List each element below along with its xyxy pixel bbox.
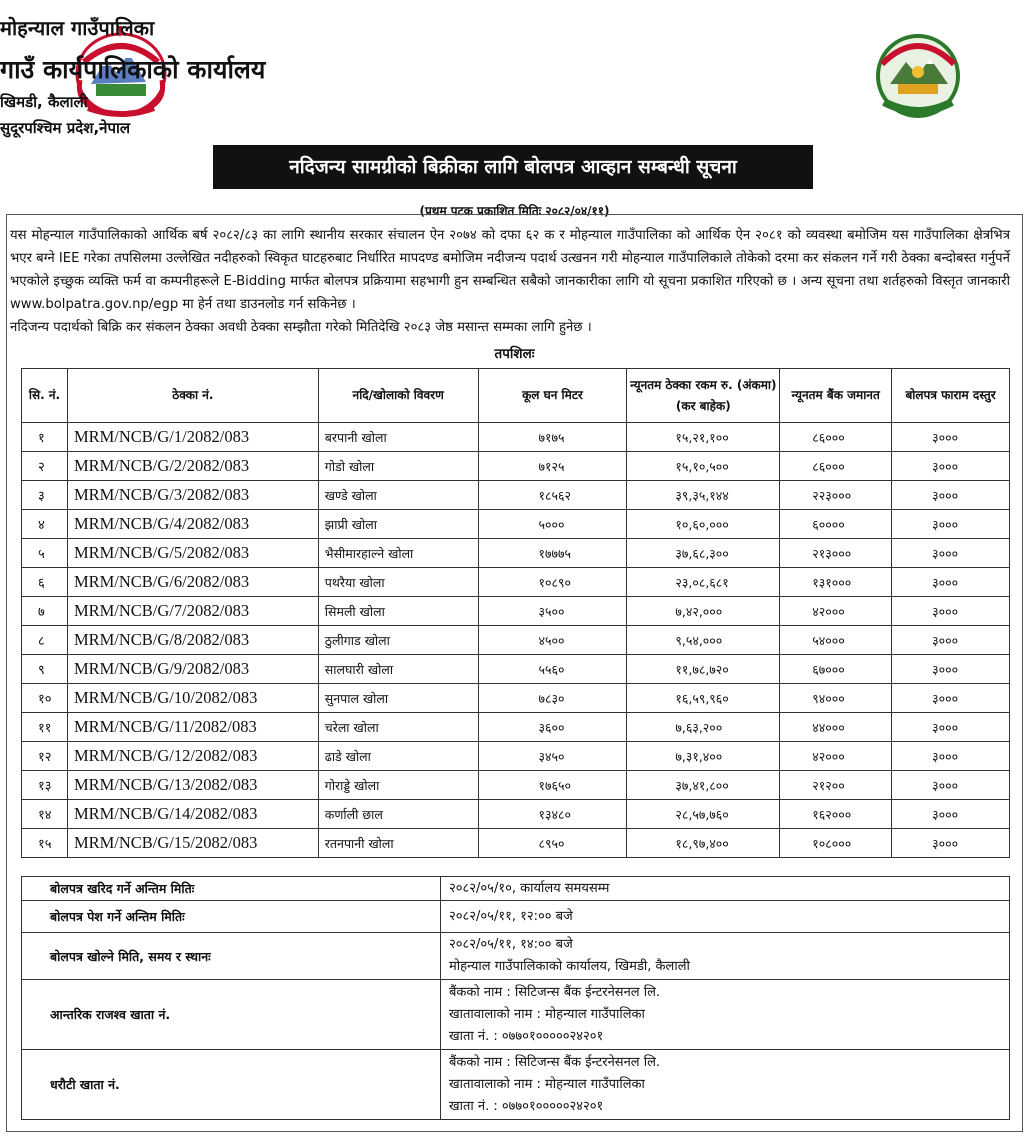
row-sn: ११ — [22, 713, 68, 742]
row-bank: ४२००० — [780, 742, 892, 771]
row-bank: ६७००० — [780, 655, 892, 684]
row-river: सालघारी खोला — [318, 655, 478, 684]
row-fee: ३००० — [892, 655, 1010, 684]
revenue-account: खाता नं. : ०७७०१०००००२४२०१ — [449, 1028, 604, 1044]
row-fee: ३००० — [892, 423, 1010, 452]
row-code: MRM/NCB/G/3/2082/083 — [67, 481, 318, 510]
row-fee: ३००० — [892, 829, 1010, 858]
row-amount: १८,९७,४०० — [627, 829, 780, 858]
row-volume: ५५६० — [478, 655, 627, 684]
row-sn: १ — [22, 423, 68, 452]
row-amount: ३९,३५,१४४ — [627, 481, 780, 510]
deposit-holder: खातावालाको नाम : मोहन्याल गाउँपालिका — [449, 1076, 645, 1092]
row-code: MRM/NCB/G/5/2082/083 — [67, 539, 318, 568]
open-place: मोहन्याल गाउँपालिकाको कार्यालय, खिमडी, कैलाली — [449, 959, 690, 974]
row-river: सुनपाल खोला — [318, 684, 478, 713]
row-bank: ५४००० — [780, 626, 892, 655]
row-river: सिमली खोला — [318, 597, 478, 626]
info-row — [22, 877, 1010, 901]
row-code: MRM/NCB/G/10/2082/083 — [67, 684, 318, 713]
row-bank: २१२०० — [780, 771, 892, 800]
revenue-label: आन्तरिक राजश्व खाता नं. — [22, 980, 441, 1050]
table-row — [22, 423, 1010, 452]
row-sn: ३ — [22, 481, 68, 510]
table-row — [22, 713, 1010, 742]
row-bank: १६२००० — [780, 800, 892, 829]
row-volume: ५००० — [478, 510, 627, 539]
row-volume: १८५६२ — [478, 481, 627, 510]
municipality-name: मोहन्याल गाउँपालिका — [0, 16, 155, 40]
published-date: (प्रथम पटक प्रकाशित मितिः २०८२/०४/११) — [419, 204, 610, 218]
table-row — [22, 481, 1010, 510]
row-amount: ३७,४१,८०० — [627, 771, 780, 800]
open-label: बोलपत्र खोल्ने मिति, समय र स्थानः — [22, 933, 441, 980]
table-row — [22, 829, 1010, 858]
row-bank: २१३००० — [780, 539, 892, 568]
row-fee: ३००० — [892, 568, 1010, 597]
row-amount: ३७,६८,३०० — [627, 539, 780, 568]
row-bank: ८६००० — [780, 423, 892, 452]
row-code: MRM/NCB/G/12/2082/083 — [67, 742, 318, 771]
row-river: ठुलीगाड खोला — [318, 626, 478, 655]
notice-title: नदिजन्य सामग्रीको बिक्रीका लागि बोलपत्र आव्हान सम्बन्धी सूचना — [213, 145, 813, 189]
province-name: सुदूरपश्चिम प्रदेश,नेपाल — [0, 119, 131, 137]
row-code: MRM/NCB/G/11/2082/083 — [67, 713, 318, 742]
col-sn: सि. नं. — [22, 369, 68, 423]
row-volume: ७८३० — [478, 684, 627, 713]
row-bank: २२३००० — [780, 481, 892, 510]
submit-value: २०८२/०५/११, १२:०० बजे — [441, 901, 1010, 933]
row-code: MRM/NCB/G/6/2082/083 — [67, 568, 318, 597]
row-sn: १४ — [22, 800, 68, 829]
row-fee: ३००० — [892, 481, 1010, 510]
deposit-label: धरौटी खाता नं. — [22, 1050, 441, 1120]
row-code: MRM/NCB/G/4/2082/083 — [67, 510, 318, 539]
row-amount: ७,३१,४०० — [627, 742, 780, 771]
row-river: रतनपानी खोला — [318, 829, 478, 858]
row-river: गोडो खोला — [318, 452, 478, 481]
row-code: MRM/NCB/G/7/2082/083 — [67, 597, 318, 626]
submit-label: बोलपत्र पेश गर्ने अन्तिम मितिः — [22, 901, 441, 933]
col-river: नदि/खोलाको विवरण — [318, 369, 478, 423]
row-river: चरेला खोला — [318, 713, 478, 742]
office-location: खिमडी, कैलाली — [0, 93, 88, 111]
row-amount: १५,१०,५०० — [627, 452, 780, 481]
deposit-bank: बैंकको नाम : सिटिजन्स बैंक ईन्टरनेसनल लि. — [449, 1054, 661, 1070]
row-volume: ८९५० — [478, 829, 627, 858]
row-river: गोराड्डे खोला — [318, 771, 478, 800]
table-row — [22, 539, 1010, 568]
row-sn: १३ — [22, 771, 68, 800]
row-river: खण्डे खोला — [318, 481, 478, 510]
row-amount: १५,२१,१०० — [627, 423, 780, 452]
table-row — [22, 800, 1010, 829]
table-row — [22, 626, 1010, 655]
row-amount: ७,६३,२०० — [627, 713, 780, 742]
row-code: MRM/NCB/G/14/2082/083 — [67, 800, 318, 829]
col-fee: बोलपत्र फाराम दस्तुर — [892, 369, 1010, 423]
row-volume: १३४८० — [478, 800, 627, 829]
row-bank: ६०००० — [780, 510, 892, 539]
row-sn: ८ — [22, 626, 68, 655]
col-amount: न्यूनतम ठेक्का रकम रु. (अंकमा) (कर बाहेक) — [627, 369, 780, 423]
row-volume: ४५०० — [478, 626, 627, 655]
row-sn: १२ — [22, 742, 68, 771]
row-volume: १७७७५ — [478, 539, 627, 568]
row-river: ढाडे खोला — [318, 742, 478, 771]
row-code: MRM/NCB/G/13/2082/083 — [67, 771, 318, 800]
info-row — [22, 901, 1010, 933]
row-volume: ३४५० — [478, 742, 627, 771]
row-fee: ३००० — [892, 626, 1010, 655]
open-time: २०८२/०५/११, १४:०० बजे — [449, 937, 573, 952]
deposit-account: खाता नं. : ०७७०१०००००२४२०१ — [449, 1098, 604, 1114]
schedule-heading: तपशिलः — [494, 346, 535, 362]
intro-paragraph-1: यस मोहन्याल गाउँपालिकाको आर्थिक बर्ष २०८२/८३ का लागि स्थानीय सरकार संचालन ऐन २०७४ को दफा ६२ क र मोहन्याल गाउँपालिका को आर्थिक ऐन २०८१ को व्यवस्था बमोजिम यस गाउँपालिका क्षेत्रभित्र भएर बग्ने IEE गरेका तपसिलमा उल्लेखित नदीहरुको स्विकृत घाटहरुबाट निर्धारित मापदण्ड बमोजिम नदीजन्य पदार्थ उत्खनन गरी मोहन्याल गाउँपालिकाले तोकेको दरमा कर संकलन गर्ने गरी ठेक्का बन्दोबस्त गर्नुपर्ने भएकोले इच्छुक व्यक्ति फर्म वा कम्पनीहरूले E-Bidding मार्फत बोलपत्र प्रक्रियामा सहभागी हुन सम्बन्धित सबैको जानकारीका लागि यो सूचना प्रकाशित गरिएको छ । अन्य सूचना तथा शर्तहरुको विस्तृत जानकारी www.bolpatra.gov.np/egp मा हेर्न तथा डाउनलोड गर्न सकिनेछ । — [10, 228, 1010, 312]
row-river: पथरैया खोला — [318, 568, 478, 597]
table-row — [22, 771, 1010, 800]
row-code: MRM/NCB/G/2/2082/083 — [67, 452, 318, 481]
row-amount: १६,५९,९६० — [627, 684, 780, 713]
revenue-bank: बैंकको नाम : सिटिजन्स बैंक ईन्टरनेसनल लि. — [449, 984, 661, 1000]
row-river: बरपानी खोला — [318, 423, 478, 452]
info-row — [22, 1050, 1010, 1120]
row-fee: ३००० — [892, 800, 1010, 829]
row-amount: ११,७८,७२० — [627, 655, 780, 684]
row-amount: २३,०८,६८१ — [627, 568, 780, 597]
row-fee: ३००० — [892, 539, 1010, 568]
row-sn: ४ — [22, 510, 68, 539]
row-fee: ३००० — [892, 452, 1010, 481]
row-sn: १० — [22, 684, 68, 713]
row-sn: ५ — [22, 539, 68, 568]
row-fee: ३००० — [892, 771, 1010, 800]
revenue-value — [441, 980, 1010, 1050]
row-bank: ८६००० — [780, 452, 892, 481]
row-bank: ४२००० — [780, 597, 892, 626]
row-bank: ४४००० — [780, 713, 892, 742]
row-sn: ७ — [22, 597, 68, 626]
row-sn: १५ — [22, 829, 68, 858]
row-fee: ३००० — [892, 510, 1010, 539]
row-river: कर्णाली छाल — [318, 800, 478, 829]
row-fee: ३००० — [892, 684, 1010, 713]
table-row — [22, 684, 1010, 713]
info-row — [22, 980, 1010, 1050]
row-sn: ६ — [22, 568, 68, 597]
row-amount: ७,४२,००० — [627, 597, 780, 626]
table-row — [22, 452, 1010, 481]
info-table — [21, 876, 1010, 1120]
col-volume: कूल घन मिटर — [478, 369, 627, 423]
row-code: MRM/NCB/G/1/2082/083 — [67, 423, 318, 452]
row-bank: १०८००० — [780, 829, 892, 858]
row-code: MRM/NCB/G/9/2082/083 — [67, 655, 318, 684]
row-sn: ९ — [22, 655, 68, 684]
row-bank: १३१००० — [780, 568, 892, 597]
table-row — [22, 510, 1010, 539]
row-fee: ३००० — [892, 742, 1010, 771]
table-row — [22, 597, 1010, 626]
row-volume: १०८९० — [478, 568, 627, 597]
row-code: MRM/NCB/G/8/2082/083 — [67, 626, 318, 655]
info-row — [22, 933, 1010, 980]
buy-label: बोलपत्र खरिद गर्ने अन्तिम मितिः — [22, 877, 441, 901]
table-header-row — [22, 369, 1010, 423]
buy-value: २०८२/०५/१०, कार्यालय समयसम्म — [441, 877, 1010, 901]
row-fee: ३००० — [892, 713, 1010, 742]
row-river: भैसीमारहाल्ने खोला — [318, 539, 478, 568]
deposit-value — [441, 1050, 1010, 1120]
row-volume: ७१२५ — [478, 452, 627, 481]
row-volume: ३५०० — [478, 597, 627, 626]
row-amount: ९,५४,००० — [627, 626, 780, 655]
row-fee: ३००० — [892, 597, 1010, 626]
row-sn: २ — [22, 452, 68, 481]
table-row — [22, 568, 1010, 597]
row-code: MRM/NCB/G/15/2082/083 — [67, 829, 318, 858]
table-row — [22, 742, 1010, 771]
row-river: झाप्री खोला — [318, 510, 478, 539]
intro-paragraph-2: नदिजन्य पदार्थको बिक्रि कर संकलन ठेक्का अवधी ठेक्का सम्झौता गरेको मितिदेखि २०८३ जेष्ठ मसान्त सम्मका लागि हुनेछ । — [10, 320, 592, 335]
row-bank: ९४००० — [780, 684, 892, 713]
revenue-holder: खातावालाको नाम : मोहन्याल गाउँपालिका — [449, 1006, 645, 1022]
col-code: ठेक्का नं. — [67, 369, 318, 423]
row-volume: ७१७५ — [478, 423, 627, 452]
row-amount: २८,५७,७६० — [627, 800, 780, 829]
open-value — [441, 933, 1010, 980]
office-name: गाउँ कार्यपालिकाको कार्यालय — [0, 55, 266, 84]
intro-text — [10, 224, 1010, 339]
contract-table — [21, 368, 1010, 858]
col-bank: न्यूनतम बैंक जमानत — [780, 369, 892, 423]
row-volume: ३६०० — [478, 713, 627, 742]
row-volume: १७६५० — [478, 771, 627, 800]
table-row — [22, 655, 1010, 684]
row-amount: १०,६०,००० — [627, 510, 780, 539]
